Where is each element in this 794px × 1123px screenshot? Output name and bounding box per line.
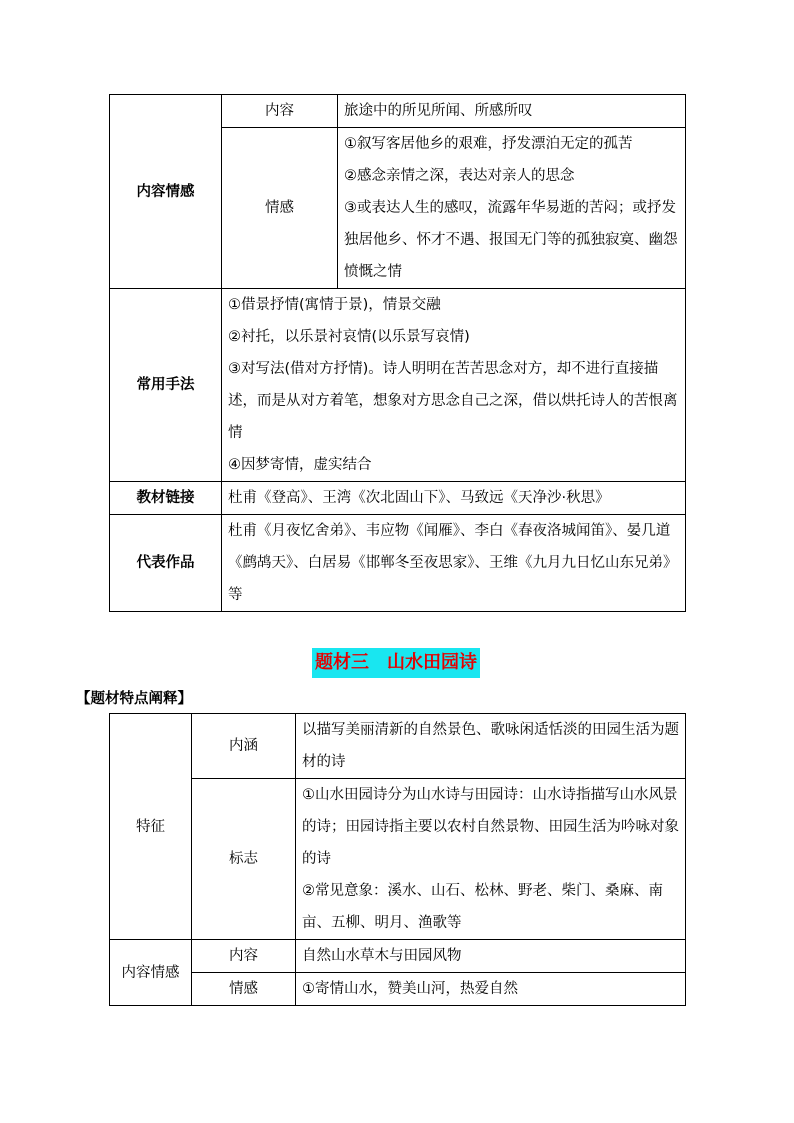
technique-line: ②衬托，以乐景衬哀情(以乐景写哀情): [228, 329, 470, 345]
marker-line: ①山水田园诗分为山水诗与田园诗：山水诗指描写山水风景的诗；田园诗指主要以农村自然景物、田园生活为吟咏对象的诗: [302, 787, 679, 867]
emotion-line: ②感念亲情之深，表达对亲人的思念: [344, 168, 575, 184]
table-theme-three: [109, 713, 686, 1006]
content-text: 旅途中的所见所闻、所感所叹: [338, 95, 686, 128]
section-subtitle: 【题材特点阐释】: [76, 691, 192, 707]
features-label: 特征: [110, 714, 192, 940]
connotation-label: 内涵: [192, 714, 296, 779]
content-emotion-label: 内容情感: [110, 95, 222, 289]
emotion-text-2: ①寄情山水，赞美山河，热爱自然: [296, 973, 686, 1006]
connotation-text: 以描写美丽清新的自然景色、歌咏闲适恬淡的田园生活为题材的诗: [296, 714, 686, 779]
marker-cell: [296, 779, 686, 940]
technique-line: ④因梦寄情，虚实结合: [228, 457, 372, 473]
emotion-label: 情感: [222, 128, 338, 289]
emotion-cell: [338, 128, 686, 289]
emotion-label-2: 情感: [192, 973, 296, 1006]
content-label: 内容: [222, 95, 338, 128]
emotion-line: ①叙写客居他乡的艰难，抒发漂泊无定的孤苦: [344, 136, 633, 152]
technique-line: ③对写法(借对方抒情)。诗人明明在苦苦思念对方，却不进行直接描述，而是从对方着笔，想象对方思念自己之深，借以烘托诗人的苦恨离情: [228, 361, 678, 441]
content-text-2: 自然山水草木与田园风物: [296, 940, 686, 973]
table-theme-two-continued: [109, 94, 686, 612]
marker-label: 标志: [192, 779, 296, 940]
representative-works-label: 代表作品: [110, 515, 222, 612]
representative-works-text: 杜甫《月夜忆舍弟》、韦应物《闻雁》、李白《春夜洛城闻笛》、晏几道《鹧鸪天》、白居易《邯郸冬至夜思家》、王维《九月九日忆山东兄弟》等: [222, 515, 686, 612]
textbook-links-text: 杜甫《登高》、王湾《次北固山下》、马致远《天净沙·秋思》: [222, 482, 686, 515]
emotion-line: ③或表达人生的感叹，流露年华易逝的苦闷；或抒发独居他乡、怀才不遇、报国无门等的孤独寂寞、幽怨愤慨之情: [344, 200, 678, 280]
techniques-label: 常用手法: [110, 289, 222, 482]
section-heading: 题材三 山水田园诗: [312, 648, 480, 678]
techniques-cell: [222, 289, 686, 482]
content-emotion-label-2: 内容情感: [110, 940, 192, 1006]
textbook-links-label: 教材链接: [110, 482, 222, 515]
technique-line: ①借景抒情(寓情于景)，情景交融: [228, 297, 441, 313]
content-label-2: 内容: [192, 940, 296, 973]
marker-line: ②常见意象：溪水、山石、松林、野老、柴门、桑麻、南亩、五柳、明月、渔歌等: [302, 883, 663, 931]
